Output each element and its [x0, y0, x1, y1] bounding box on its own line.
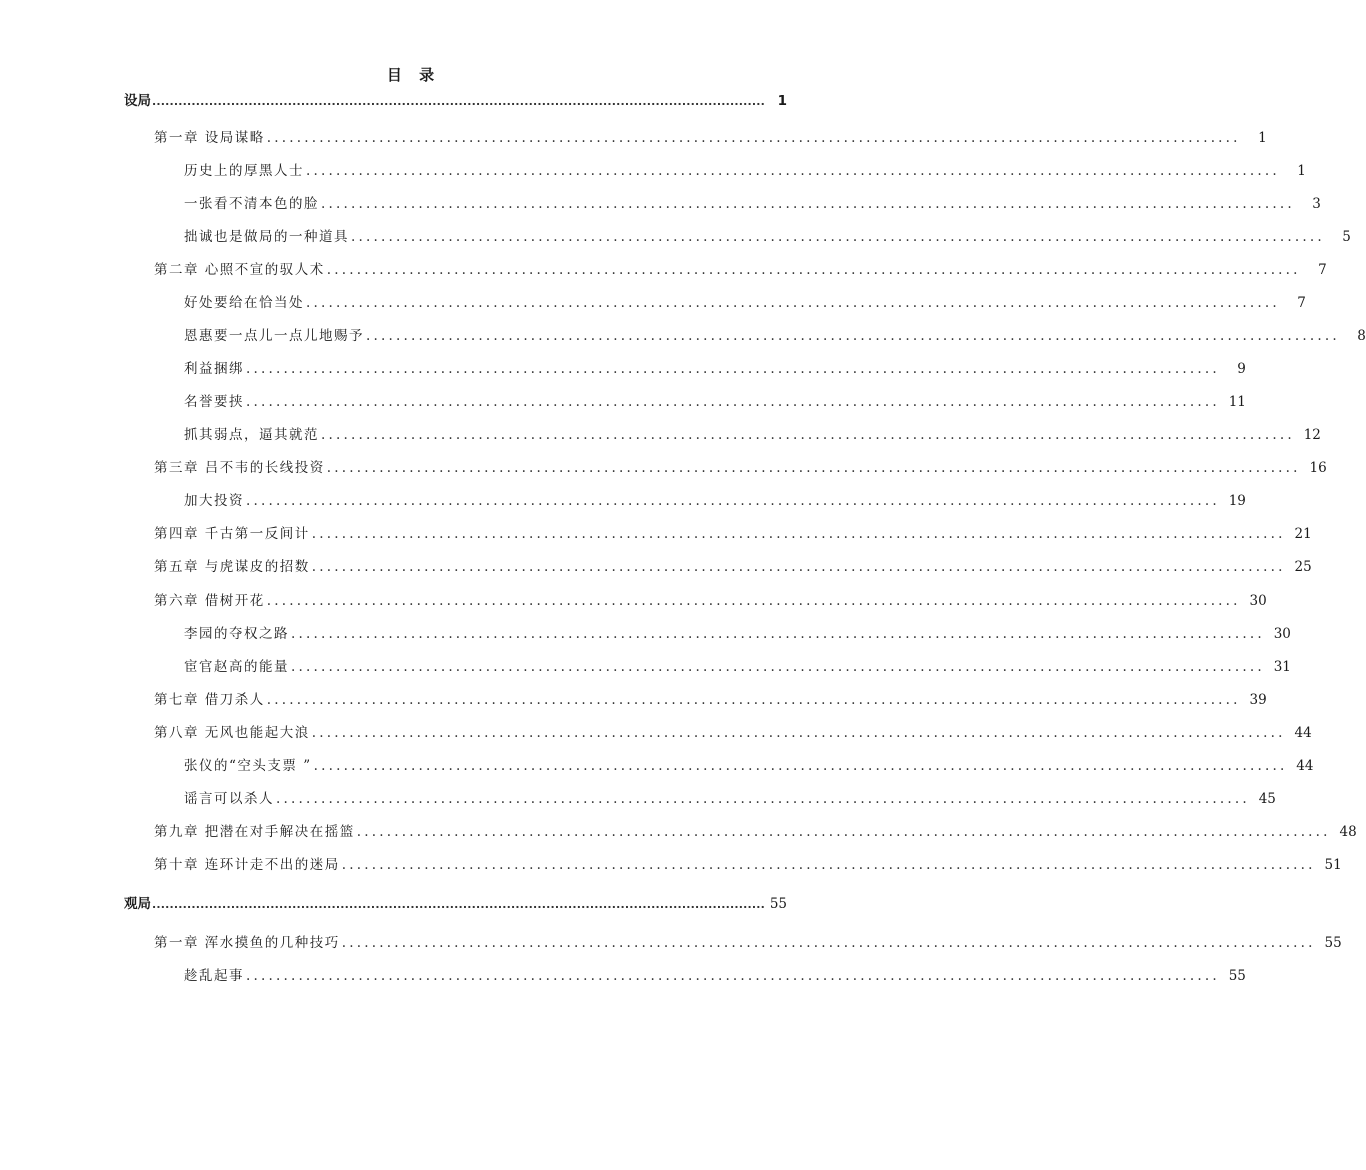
toc-page-number: 7: [1297, 295, 1306, 311]
toc-entry-label: 历史上的厚黑人士: [184, 163, 304, 179]
toc-section-entry[interactable]: [184, 490, 1246, 512]
toc-page-number: 1: [1297, 163, 1306, 179]
toc-entry-label: 第六章 借树开花: [154, 593, 265, 609]
toc-dot-leader: ..................................................................................................................................: [326, 460, 1301, 476]
toc-entry-label: 恩惠要一点儿一点儿地赐予: [184, 328, 364, 344]
toc-dot-leader: ............................................................................................................................................: [152, 898, 766, 911]
toc-dot-leader: ..................................................................................................................................: [356, 824, 1331, 840]
toc-chapter-entry[interactable]: [154, 457, 1327, 479]
toc-entry-label: 好处要给在恰当处: [184, 295, 304, 311]
toc-entry-label: 第九章 把潜在对手解决在摇篮: [154, 824, 355, 840]
toc-dot-leader: ............................................................................................................................................: [152, 95, 766, 108]
toc-page-number: 45: [1258, 791, 1276, 807]
toc-chapter-entry[interactable]: [154, 556, 1312, 578]
toc-dot-leader: ..................................................................................................................................: [246, 361, 1220, 377]
toc-chapter-entry[interactable]: [154, 523, 1312, 545]
toc-entry-label: 观局: [124, 896, 151, 912]
toc-chapter-entry[interactable]: [154, 854, 1342, 876]
toc-dot-leader: ..................................................................................................................................: [266, 593, 1241, 609]
toc-dot-leader: ..................................................................................................................................: [366, 328, 1340, 344]
toc-section-entry[interactable]: [184, 391, 1246, 413]
toc-dot-leader: ..................................................................................................................................: [321, 427, 1295, 443]
toc-entry-label: 第二章 心照不宣的驭人术: [154, 262, 325, 278]
toc-dot-leader: ..................................................................................................................................: [246, 968, 1220, 984]
toc-entry-label: 谣言可以杀人: [184, 791, 274, 807]
toc-page-number: 44: [1294, 725, 1312, 741]
toc-page-number: 55: [1228, 968, 1246, 984]
toc-part-entry[interactable]: [124, 90, 788, 112]
toc-title: 目 录: [386, 66, 441, 84]
toc-entry-label: 宦官赵高的能量: [184, 659, 289, 675]
toc-entry-label: 第三章 吕不韦的长线投资: [154, 460, 325, 476]
toc-section-entry[interactable]: [184, 358, 1246, 380]
toc-dot-leader: ..................................................................................................................................: [313, 758, 1288, 774]
toc-dot-leader: ..................................................................................................................................: [246, 394, 1220, 410]
toc-page-number: 55: [1324, 935, 1342, 951]
toc-page-number: 25: [1294, 559, 1312, 575]
toc-page-number: 5: [1342, 229, 1351, 245]
toc-entry-label: 名誉要挟: [184, 394, 244, 410]
toc-entry-label: 利益捆绑: [184, 361, 244, 377]
toc-dot-leader: ..................................................................................................................................: [326, 262, 1301, 278]
toc-entry-label: 张仪的“空头支票 ”: [184, 758, 312, 774]
toc-page-number: 11: [1228, 394, 1246, 410]
toc-page-number: 30: [1273, 626, 1291, 642]
toc-page-number: 30: [1249, 593, 1267, 609]
toc-entry-label: 第一章 浑水摸鱼的几种技巧: [154, 935, 340, 951]
toc-page-number: 8: [1357, 328, 1366, 344]
toc-page-number: 9: [1237, 361, 1246, 377]
toc-section-entry[interactable]: [184, 623, 1291, 645]
toc-dot-leader: ..................................................................................................................................: [246, 493, 1220, 509]
toc-section-entry[interactable]: [184, 755, 1314, 777]
toc-page-number: 7: [1318, 262, 1327, 278]
toc-page-number: 44: [1296, 758, 1314, 774]
toc-entry-label: 第八章 无风也能起大浪: [154, 725, 310, 741]
toc-entry-label: 第十章 连环计走不出的迷局: [154, 857, 340, 873]
toc-section-entry[interactable]: [184, 292, 1306, 314]
toc-section-entry[interactable]: [184, 325, 1366, 347]
toc-entry-label: 李园的夺权之路: [184, 626, 289, 642]
toc-dot-leader: ..................................................................................................................................: [291, 626, 1265, 642]
toc-section-entry[interactable]: [184, 193, 1321, 215]
toc-dot-leader: ..................................................................................................................................: [291, 659, 1265, 675]
toc-chapter-entry[interactable]: [154, 689, 1267, 711]
toc-section-entry[interactable]: [184, 424, 1321, 446]
toc-page-number: 12: [1303, 427, 1321, 443]
toc-chapter-entry[interactable]: [154, 932, 1342, 954]
toc-dot-leader: ..................................................................................................................................: [266, 692, 1241, 708]
toc-page-number: 3: [1312, 196, 1321, 212]
toc-dot-leader: ..................................................................................................................................: [351, 229, 1325, 245]
toc-page-number: 51: [1324, 857, 1342, 873]
toc-page-number: 1: [777, 93, 788, 109]
toc-chapter-entry[interactable]: [154, 821, 1357, 843]
toc-dot-leader: ..................................................................................................................................: [311, 526, 1286, 542]
toc-entry-label: 第五章 与虎谋皮的招数: [154, 559, 310, 575]
toc-section-entry[interactable]: [184, 656, 1291, 678]
toc-entry-label: 抓其弱点，逼其就范: [184, 427, 319, 443]
toc-page-number: 31: [1273, 659, 1291, 675]
toc-dot-leader: ..................................................................................................................................: [266, 130, 1241, 146]
toc-section-entry[interactable]: [184, 965, 1246, 987]
toc-entry-label: 第七章 借刀杀人: [154, 692, 265, 708]
toc-chapter-entry[interactable]: [154, 722, 1312, 744]
toc-page-number: 19: [1228, 493, 1246, 509]
toc-dot-leader: ..................................................................................................................................: [311, 559, 1286, 575]
toc-entry-label: 趁乱起事: [184, 968, 244, 984]
toc-entry-label: 第四章 千古第一反间计: [154, 526, 310, 542]
toc-section-entry[interactable]: [184, 226, 1351, 248]
toc-entry-label: 第一章 设局谋略: [154, 130, 265, 146]
toc-dot-leader: ..................................................................................................................................: [306, 295, 1280, 311]
toc-chapter-entry[interactable]: [154, 590, 1267, 612]
toc-entry-label: 拙诚也是做局的一种道具: [184, 229, 349, 245]
toc-chapter-entry[interactable]: [154, 127, 1267, 149]
toc-page-number: 16: [1309, 460, 1327, 476]
toc-section-entry[interactable]: [184, 160, 1306, 182]
toc-entry-label: 加大投资: [184, 493, 244, 509]
toc-page-number: 48: [1339, 824, 1357, 840]
toc-dot-leader: ..................................................................................................................................: [341, 857, 1316, 873]
toc-section-entry[interactable]: [184, 788, 1276, 810]
toc-dot-leader: ..................................................................................................................................: [306, 163, 1280, 179]
toc-dot-leader: ..................................................................................................................................: [341, 935, 1316, 951]
toc-page-number: 21: [1294, 526, 1312, 542]
toc-chapter-entry[interactable]: [154, 259, 1327, 281]
toc-dot-leader: ..................................................................................................................................: [276, 791, 1250, 807]
toc-page-number: 39: [1249, 692, 1267, 708]
toc-part-entry[interactable]: [124, 893, 788, 915]
toc-page-number: 1: [1258, 130, 1267, 146]
toc-entry-label: 一张看不清本色的脸: [184, 196, 319, 212]
toc-dot-leader: ..................................................................................................................................: [321, 196, 1295, 212]
toc-entry-label: 设局: [124, 93, 151, 109]
toc-dot-leader: ..................................................................................................................................: [311, 725, 1286, 741]
toc-page-number: 55: [769, 896, 788, 912]
